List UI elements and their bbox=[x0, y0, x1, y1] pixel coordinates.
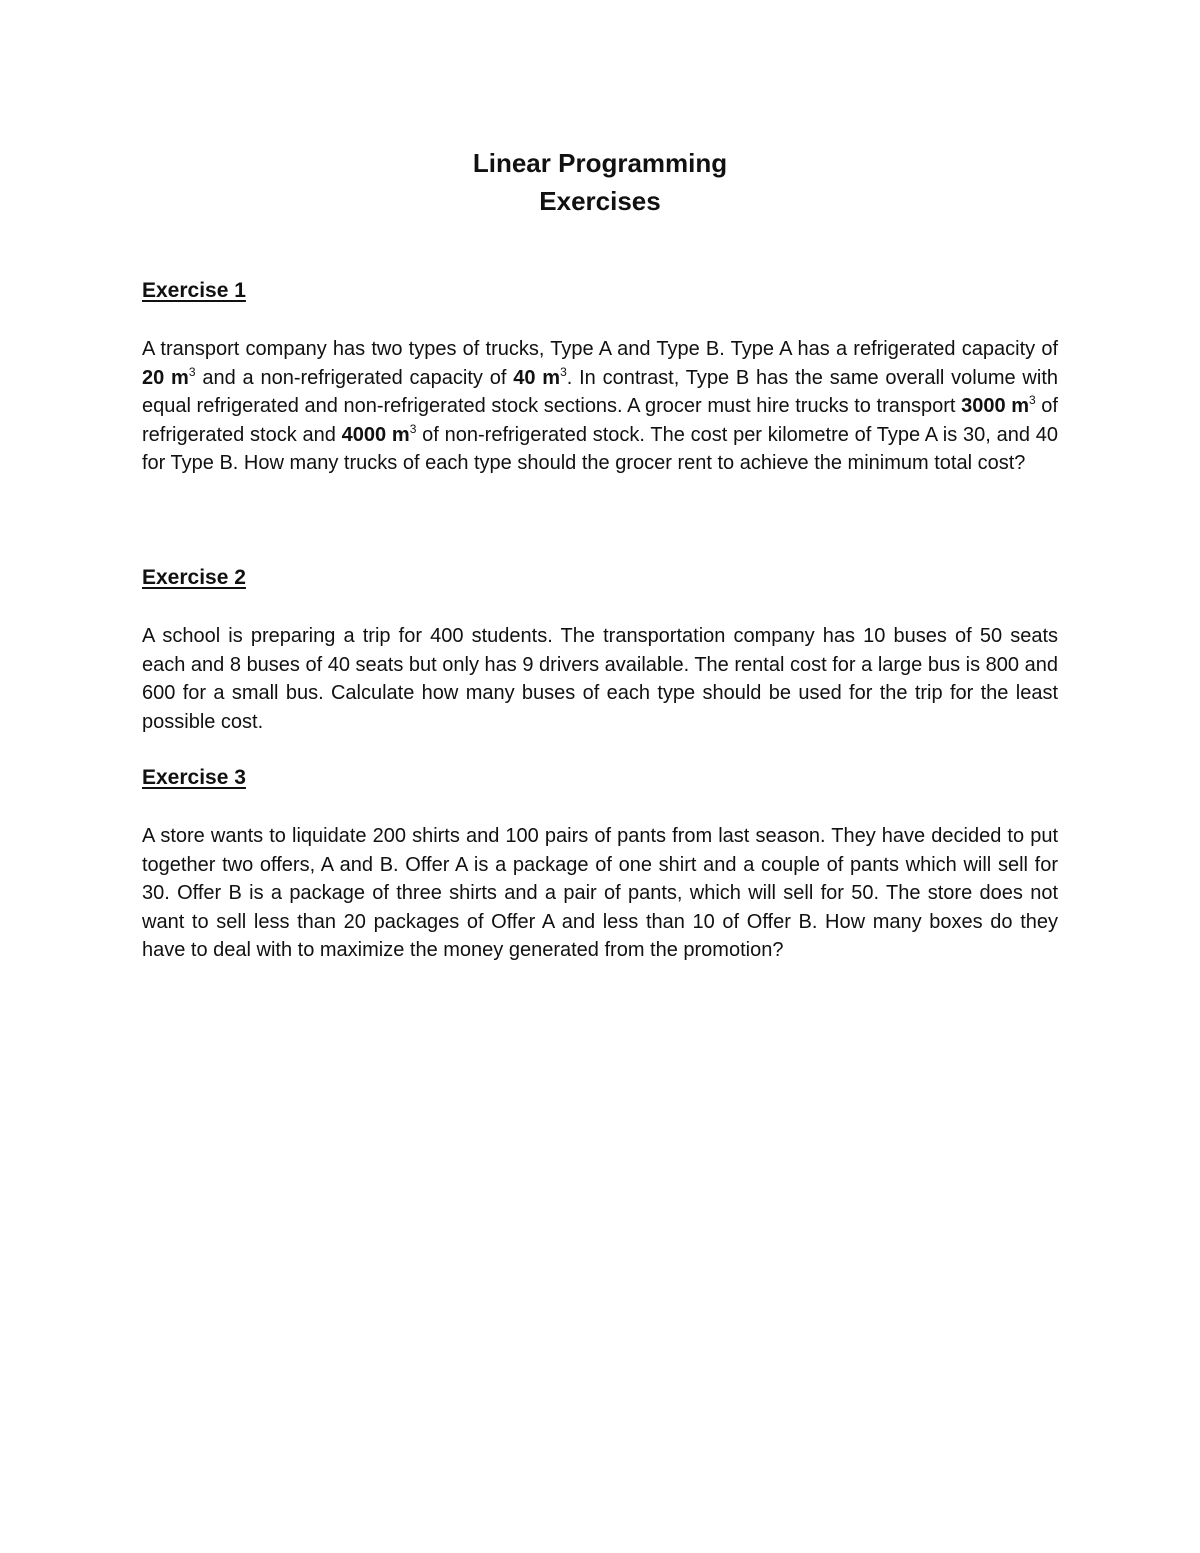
document-title bbox=[0, 144, 1200, 220]
title-line-1: Linear Programming bbox=[472, 148, 728, 178]
exercise-1-value: 4000 m bbox=[341, 423, 410, 446]
exercise-3-text: A store wants to liquidate 200 shirts and 100 pairs of pants from last season. They have decided to put together two offers, A and B. Offer A is a package of one shirt and a couple of pants which will sell for 30. Offer B is a package of three shirts and a pair of pants, which will sell for 50. The store does not want to sell less than 20 packages of Offer A and less than 10 of Offer B. How many boxes do they have to deal with to maximize the money generated from the promotion? bbox=[142, 825, 1058, 961]
exercise-2-heading: Exercise 2 bbox=[142, 566, 246, 589]
exercise-1-text-part: and a non-refrigerated capacity of bbox=[195, 366, 514, 389]
exercise-1-value: 20 m bbox=[142, 366, 189, 389]
exercise-1-text-part: of non-refrigerated stock. The cost per kilometre of Type A is 30, and 40 for Type B. How many trucks of each type should the grocer rent to achieve the minimum total cost? bbox=[142, 423, 1058, 474]
exercise-2-text: A school is preparing a trip for 400 students. The transportation company has 10 buses of 50 seats each and 8 buses of 40 seats but only has 9 drivers available. The rental cost for a large bus is 800 and 600 for a small bus. Calculate how many buses of each type should be used for the trip for the least possible cost. bbox=[142, 625, 1058, 733]
exercise-1-value: 40 m bbox=[513, 366, 561, 389]
exercise-3-heading: Exercise 3 bbox=[142, 766, 246, 789]
exercise-1-superscript: 3 bbox=[560, 364, 567, 379]
exercise-1-text-part: A transport company has two types of trucks, Type A and Type B. Type A has a refrigerated capacity of bbox=[142, 338, 1058, 360]
exercise-1-text bbox=[142, 335, 1058, 478]
exercise-1-value: 3000 m bbox=[961, 395, 1029, 417]
exercise-1-text-part: . In contrast, Type B has the same overall volume with equal refrigerated and non-refrigerated stock sections. A grocer must hire trucks to transport bbox=[142, 366, 1058, 417]
exercise-1-text-part: of refrigerated stock and bbox=[142, 395, 1058, 446]
exercise-1-superscript: 3 bbox=[1028, 393, 1036, 407]
exercise-1-superscript: 3 bbox=[188, 364, 196, 379]
exercise-1-heading: Exercise 1 bbox=[142, 279, 246, 302]
exercise-1-superscript: 3 bbox=[409, 421, 417, 436]
title-line-2: Exercises bbox=[539, 186, 661, 216]
